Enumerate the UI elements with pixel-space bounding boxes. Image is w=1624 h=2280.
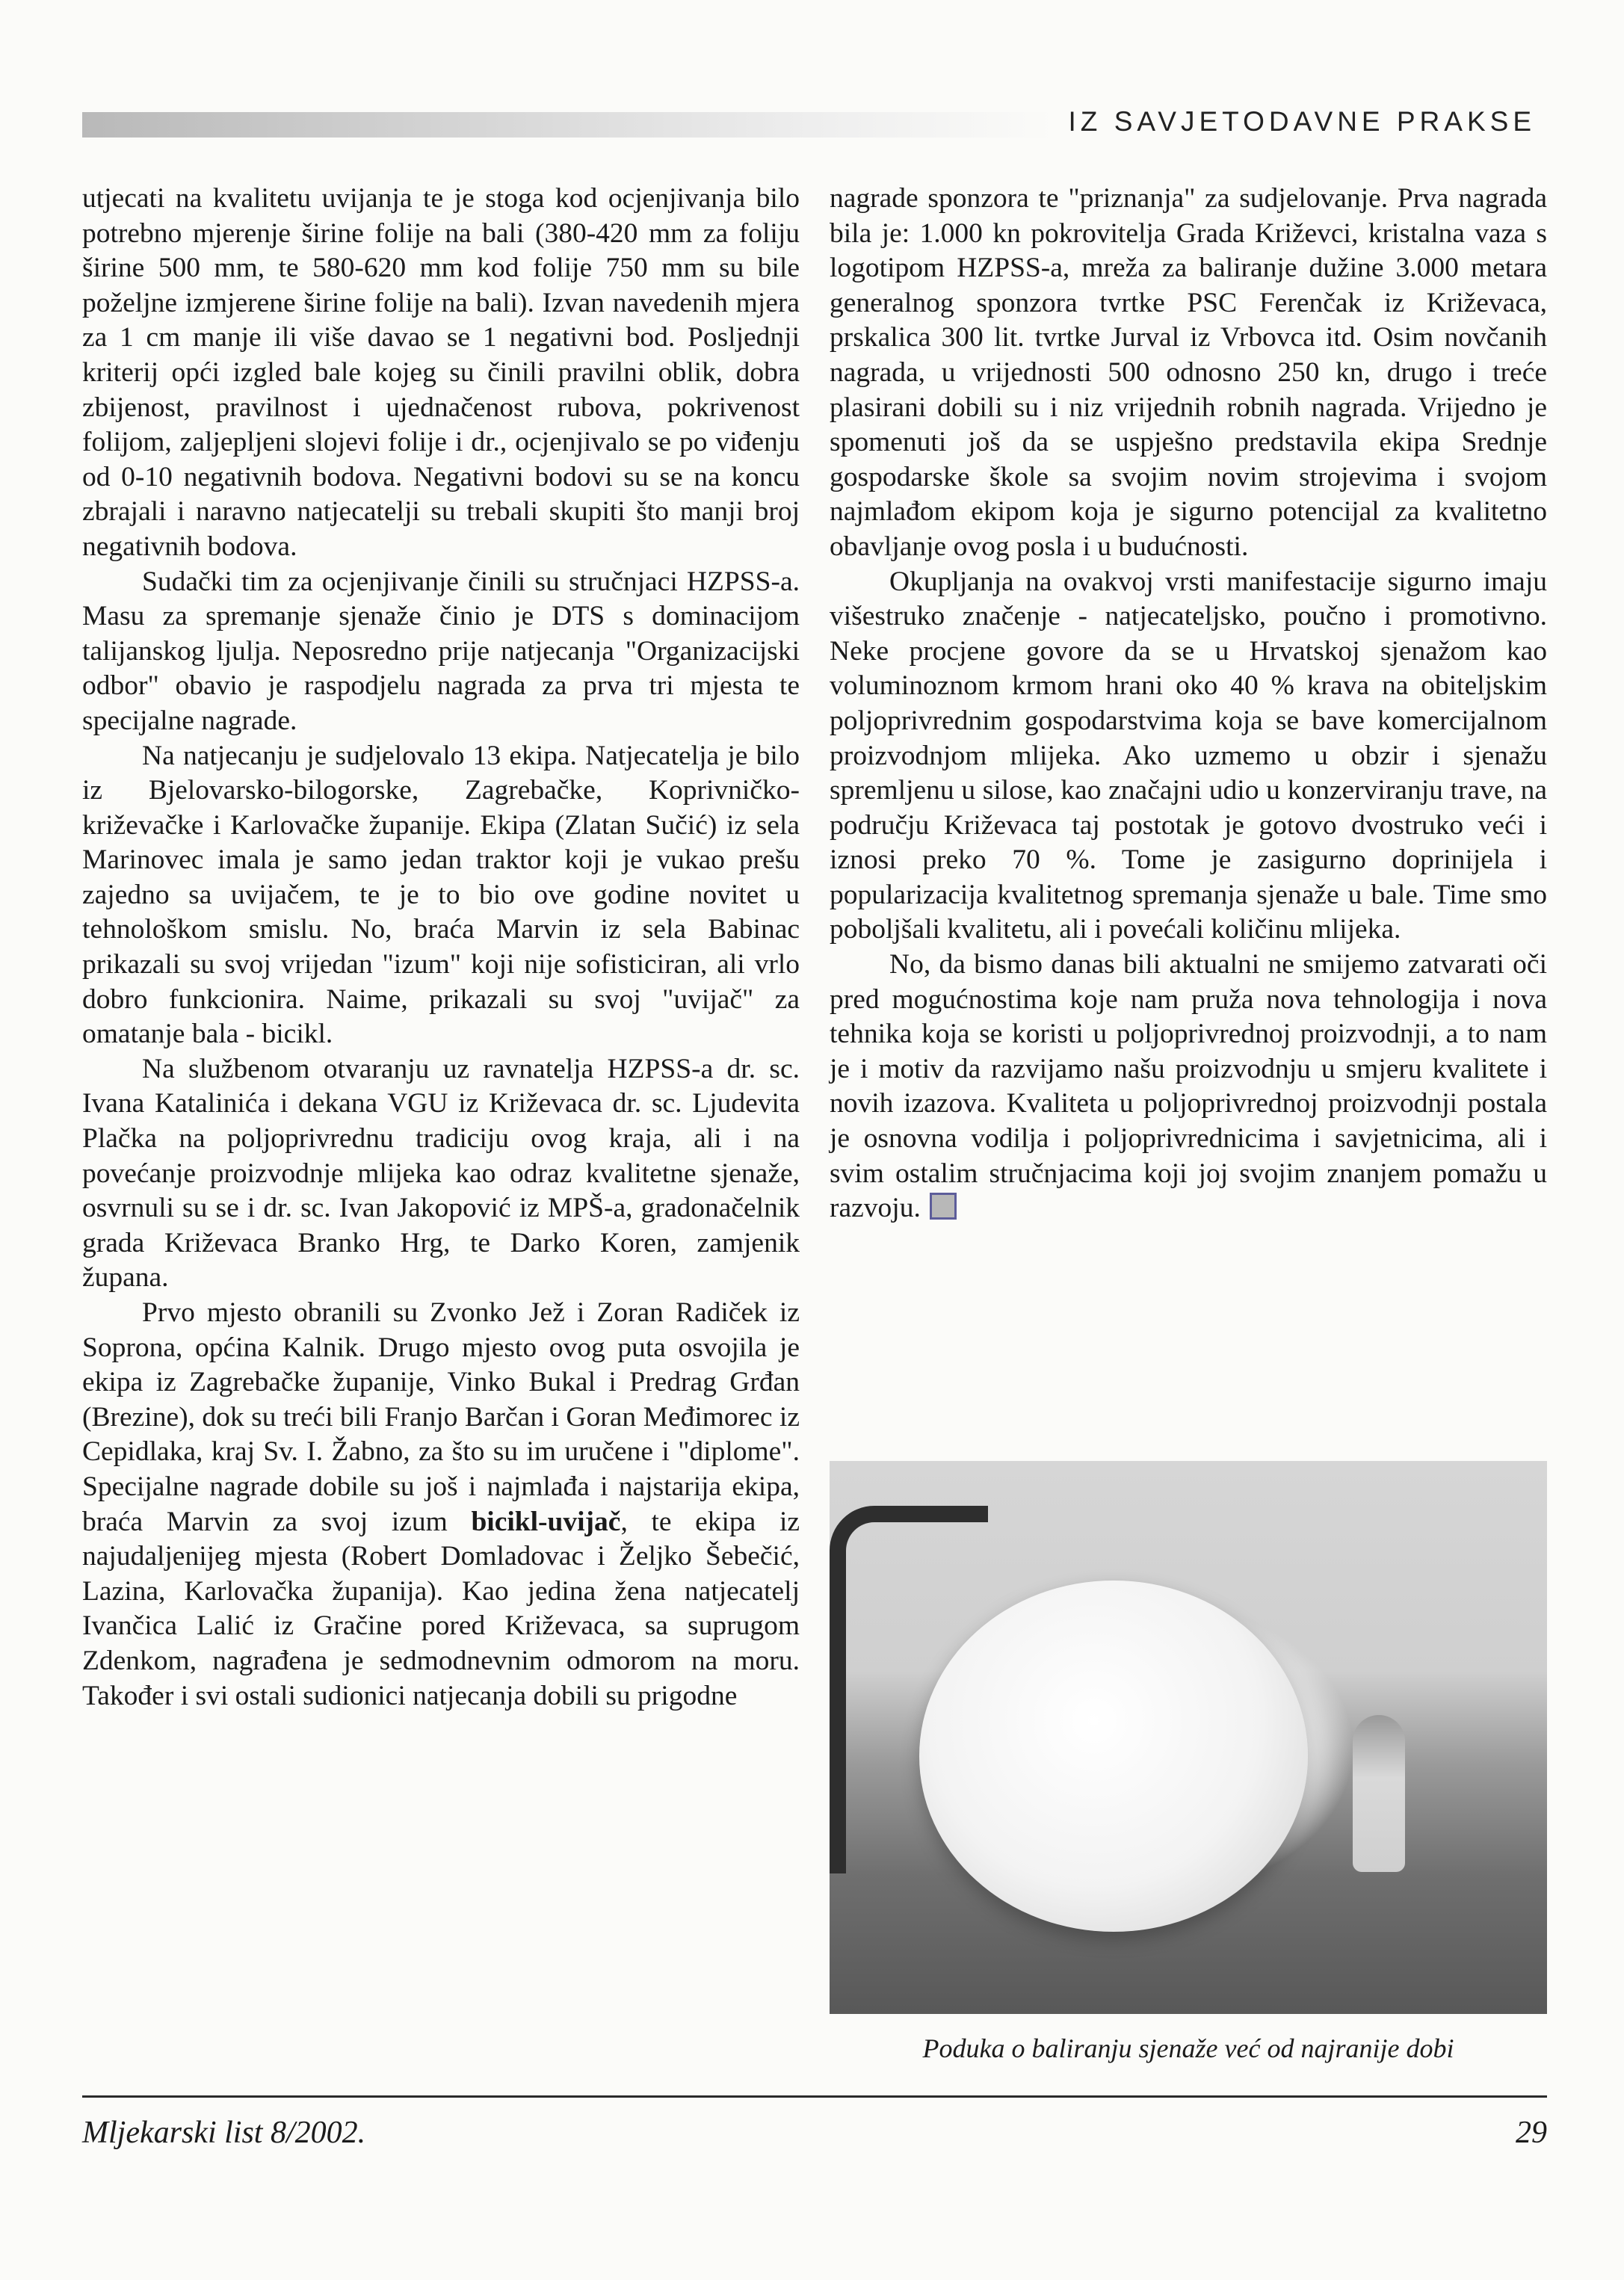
paragraph-text: , te ekipa iz najudaljenijeg mjesta (Robert Domladovac i Željko Šebečić, Lazina, Karlovačka županija). Kao jedina žena natjecatelj Ivančica Lalić iz Gračine pored Križevaca, sa suprugom Zdenkom, nagrađena je sedmodnevnim odmorom na moru. Također i svi ostali sudionici natjecanja dobili su prigodne bbox=[82, 1506, 800, 1711]
photo-caption: Poduka o baliranju sjenaže već od najranije dobi bbox=[922, 2033, 1454, 2063]
paragraph: Na natjecanju je sudjelovalo 13 ekipa. Natjecatelja je bilo iz Bjelovarsko-bilogorske, Zagrebačke, Koprivničko-križevačke i Karlovačke županije. Ekipa (Zlatan Sučić) iz sela Marinovec imala je samo jedan traktor koji je vukao prešu zajedno sa uvijačem, te je to bio ove godine novitet u tehnološkom smislu. No, braća Marvin iz sela Babinac prikazali su svoj vrijedan "izum" koji nije sofisticiran, ali vrlo dobro funkcionira. Naime, prikazali su svoj "uvijač" za omatanje bala - bicikl. bbox=[82, 740, 800, 1050]
paragraph: Okupljanja na ovakvoj vrsti manifestacije sigurno imaju višestruko značenje - natjecateljsko, poučno i promotivno. Neke procjene govore da se u Hrvatskoj sjenažom kao voluminoznom krmom hrani oko 40 % krava na obiteljskim poljoprivrednim gospodarstvima koja se bave komercijalnom proizvodnjom mlijeka. Ako uzmemo u obzir i sjenažu spremljenu u silose, kao značajni udio u konzerviranju trave, na području Križevaca taj postotak je gotovo dvostruko veći i iznosi preko 70 %. Tome je zasigurno doprinijela i popularizacija kvalitetnog spremanja sjenaže u bale. Time smo poboljšali kvalitetu, ali i povećali količinu mlijeka. bbox=[830, 566, 1547, 945]
journal-name: Mljekarski list 8/2002. bbox=[82, 2116, 366, 2150]
paragraph bbox=[830, 948, 1547, 1226]
section-title: IZ SAVJETODAVNE PRAKSE bbox=[1068, 106, 1536, 137]
paragraph-text: Prvo mjesto obranili su Zvonko Jež i Zoran Radiček iz Soprona, općina Kalnik. Drugo mjesto ovog puta osvojila je ekipa iz Zagrebačke županije, Vinko Bukal i Predrag Grđan (Brezine), dok su treći bili Franjo Barčan i Goran Međimorec iz Cepidlaka, kraj Sv. I. Žabno, za što su im uručene i "diplome". Specijalne nagrade dobile su još i najmlađa i najstarija ekipa, braća Marvin za svoj izum bbox=[82, 1297, 800, 1537]
paragraph bbox=[82, 1296, 800, 1714]
left-column bbox=[82, 182, 800, 1714]
paragraph: nagrade sponzora te "priznanja" za sudjelovanje. Prva nagrada bila je: 1.000 kn pokrovitelja Grada Križevci, kristalna vaza s logotipom HZPSS-a, mreža za baliranje dužine 3.000 metara generalnog sponzora tvrtke PSC Ferenčak iz Križevaca, prskalica 300 lit. tvrtke Jurval iz Vrbovca itd. Osim novčanih nagrada, u vrijednosti 500 odnosno 250 kn, drugo i treće plasirani dobili su i niz vrijednih robnih nagrada. Vrijedno je spomenuti još da se uspješno predstavila ekipa Srednje gospodarske škole sa svojim novim strojevima i svojom najmlađom ekipom koja je sigurno potencijal za kvalitetno obavljanje ovog posla i u budućnosti. bbox=[830, 183, 1547, 562]
page-number: 29 bbox=[1516, 2116, 1547, 2150]
footer-rule bbox=[82, 2095, 1547, 2098]
header-bar bbox=[82, 112, 1054, 138]
article-photo bbox=[830, 1461, 1547, 2014]
paragraph: Sudački tim za ocjenjivanje činili su stručnjaci HZPSS-a. Masu za spremanje sjenaže činio je DTS s dominacijom talijanskog ljulja. Neposredno prije natjecanja "Organizacijski odbor" obavio je raspodjelu nagrada za prva tri mjesta te specijalne nagrade. bbox=[82, 566, 800, 736]
paragraph: utjecati na kvalitetu uvijanja te je stoga kod ocjenjivanja bilo potrebno mjerenje širine folije na bali (380-420 mm za foliju širine 500 mm, te 580-620 mm kod folije 750 mm su bile poželjne izmjerene širine folije na bali). Izvan navedenih mjera za 1 cm manje ili više davao se 1 negativni bod. Posljednji kriterij opći izgled bale kojeg su činili pravilni oblik, dobra zbijenost, pravilnost i ujednačenost rubova, pokrivenost folijom, zaljepljeni slojevi folije i dr., ocjenjivalo se po viđenju od 0-10 negativnih bodova. Negativni bodovi su se na koncu zbrajali i naravno natjecatelji su trebali skupiti što manji broj negativnih bodova. bbox=[82, 183, 800, 562]
child-figure bbox=[1353, 1715, 1405, 1872]
paragraph: Na službenom otvaranju uz ravnatelja HZPSS-a dr. sc. Ivana Katalinića i dekana VGU iz Križevaca dr. sc. Ljudevita Plačka na poljoprivrednu tradiciju ovog kraja, ali i na povećanje proizvodnje mlijeka kao odraz kvalitetne sjenaže, osvrnuli su se i dr. sc. Ivan Jakopović iz MPŠ-a, gradonačelnik grada Križevaca Branko Hrg, te Darko Koren, zamjenik župana. bbox=[82, 1053, 800, 1294]
bold-term: bicikl-uvijač bbox=[471, 1506, 621, 1537]
right-column bbox=[830, 182, 1547, 1226]
wrapped-bale bbox=[919, 1581, 1308, 1932]
end-mark-icon bbox=[930, 1193, 957, 1220]
paragraph-text: No, da bismo danas bili aktualni ne smijemo zatvarati oči pred mogućnostima koje nam pruža nova tehnologija i nova tehnika koja se koristi u poljoprivrednoj proizvodnji, a to nam je i motiv da razvijamo našu proizvodnju u smjeru kvalitete i novih izazova. Kvaliteta u poljoprivrednoj proizvodnji postala je osnovna vodilja i poljoprivrednicima i savjetnicima, ali i svim ostalim stručnjacima koji joj svojim znanjem pomažu u razvoju. bbox=[830, 949, 1547, 1224]
